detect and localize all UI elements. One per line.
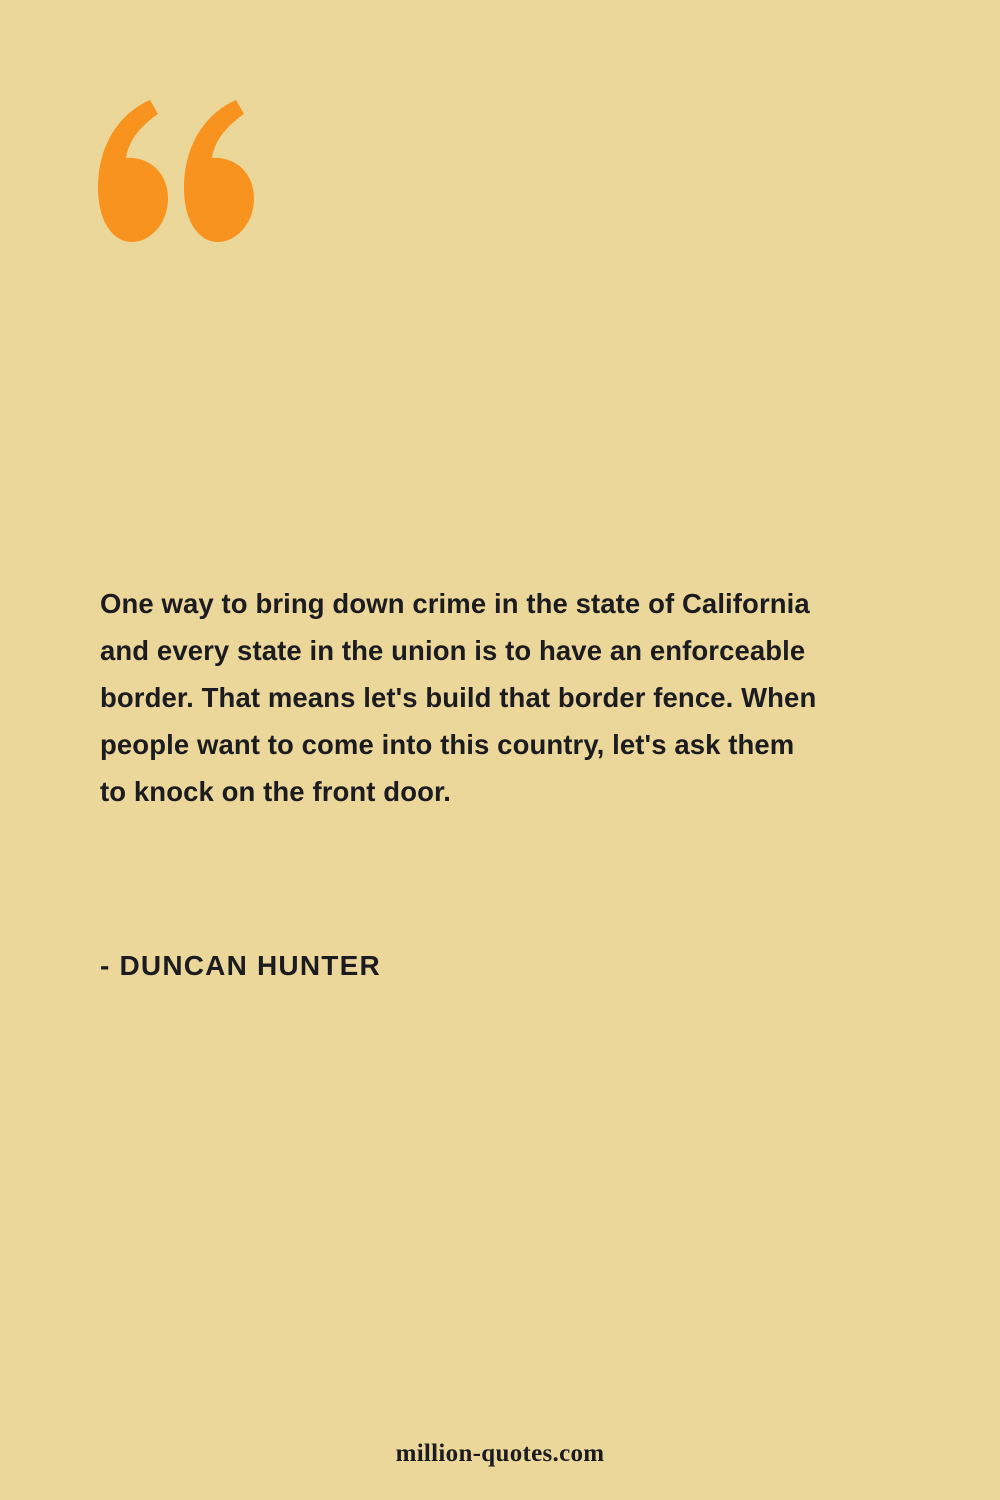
quote-body bbox=[100, 580, 820, 815]
site-footer bbox=[0, 1440, 1000, 1468]
site-url[interactable]: million-quotes.com bbox=[395, 1440, 605, 1467]
double-quote-open-icon bbox=[88, 96, 268, 296]
quote-text: One way to bring down crime in the state of California and every state in the union is to have an enforceable border. That means let's build that border fence. When people want to come into this country, let's ask them to knock on the front door. bbox=[100, 588, 817, 807]
quote-author: - DUNCAN HUNTER bbox=[100, 950, 381, 981]
